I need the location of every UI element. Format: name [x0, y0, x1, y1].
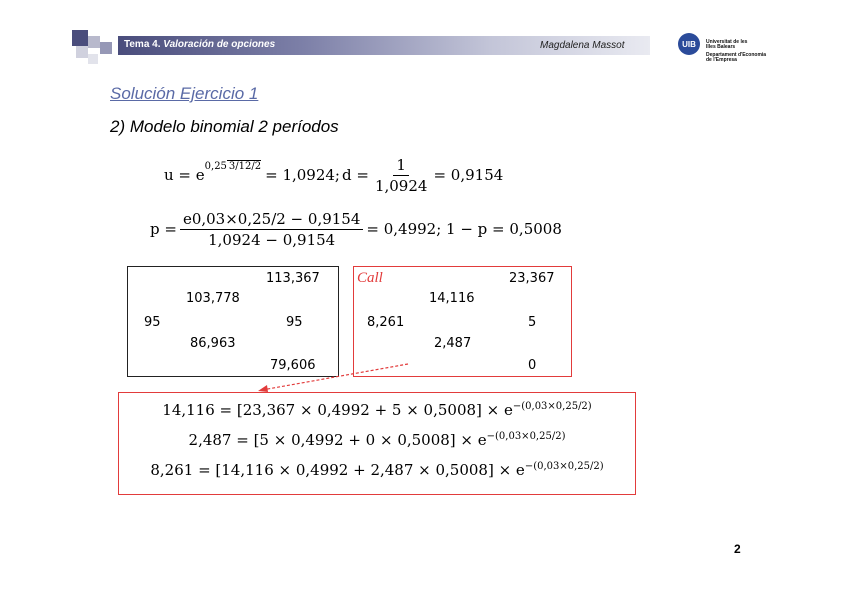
backward-induction-formulas [118, 392, 636, 495]
equation-u-d: u = e $^{0,25 3/12/2}$ = 1,0924; d = $\frac{1}{1,0924}$ = 0,9154 [164, 155, 504, 195]
node-sud: 95 [286, 315, 303, 330]
university-logo: UIB [678, 33, 700, 55]
formula-line-cu: $14,116 = [23,367 \times 0,4992 + 5 \times 0,5008] \times e^{-(0,03\times 0,25/2)}$ [162, 401, 592, 419]
node-cuu: 23,367 [509, 271, 555, 286]
formula-line-c0: $8,261 = [14,116 \times 0,4992 + 2,487 \times 0,5008] \times e^{-(0,03\times 0,25/2)}$ [150, 461, 604, 479]
node-cdd: 0 [528, 358, 537, 373]
formula-line-cd: $2,487 = [5 \times 0,4992 + 0 \times 0,5008] \times e^{-(0,03\times 0,25/2)}$ [188, 431, 566, 449]
node-su: 103,778 [186, 291, 240, 306]
node-suu: 113,367 [266, 271, 320, 286]
node-s0: 95 [144, 315, 161, 330]
node-cud: 5 [528, 315, 537, 330]
header-author: Magdalena Massot [540, 40, 625, 51]
page-number: 2 [734, 542, 741, 556]
header-topic: Tema 4. Valoración de opciones [124, 39, 276, 50]
node-sd: 86,963 [190, 336, 236, 351]
equation-p: p = $\frac{e0,03\times 0,25/2 - 0,9154}{1,0924 - 0,9154}$ = 0,4992; 1 − p = 0,5008 [150, 209, 562, 249]
node-cd: 2,487 [434, 336, 472, 351]
university-logo-text: Universitat de les Illes Balears Departament d'Economia de l'Empresa [706, 39, 767, 63]
node-cu: 14,116 [429, 291, 475, 306]
call-label: Call [357, 270, 383, 286]
section-subtitle: 2) Modelo binomial 2 períodos [110, 117, 339, 136]
page-title: Solución Ejercicio 1 [110, 84, 259, 103]
node-c0: 8,261 [367, 315, 405, 330]
node-sdd: 79,606 [270, 358, 316, 373]
